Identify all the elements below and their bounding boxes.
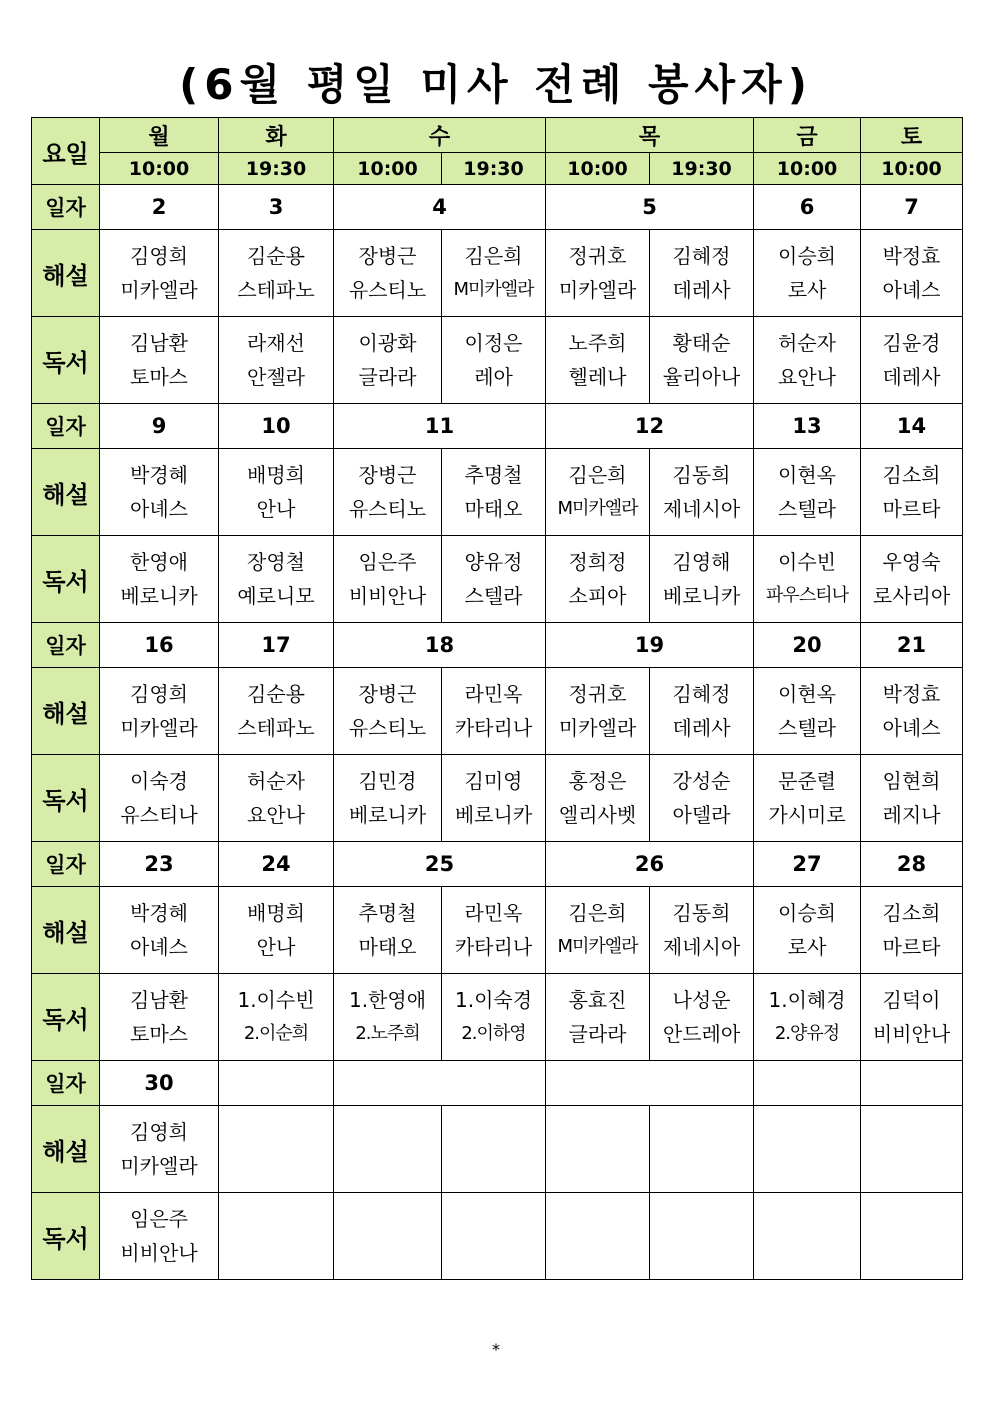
volunteer-saint-name: 비비안나 (120, 1241, 198, 1265)
date-cell: 25 (334, 842, 546, 887)
volunteer-cell (650, 536, 754, 623)
volunteer-cell (334, 974, 442, 1061)
volunteer-name: 김동희 (672, 463, 731, 487)
day-header-fri: 금 (754, 118, 861, 153)
volunteer-name: 나성운 (672, 988, 731, 1012)
volunteer-saint-name: 예로니모 (237, 584, 315, 608)
volunteer-saint-name: 헬레나 (568, 365, 627, 389)
volunteer-name: 추명철 (358, 901, 417, 925)
time-header: 10:00 (546, 153, 650, 185)
volunteer-saint-name: 안젤라 (247, 365, 305, 389)
date-label: 일자 (32, 623, 100, 668)
schedule-table (31, 117, 963, 1280)
volunteer-cell (442, 1106, 546, 1193)
reading-label: 독서 (32, 1193, 100, 1280)
volunteer-name: 이현옥 (778, 463, 837, 487)
volunteer-cell (334, 230, 442, 317)
volunteer-cell (861, 230, 963, 317)
day-header-sat: 토 (861, 118, 963, 153)
volunteer-cell (219, 1193, 334, 1280)
volunteer-saint-name: 미카엘라 (558, 278, 637, 302)
day-header-mon: 월 (100, 118, 219, 153)
date-label: 일자 (32, 185, 100, 230)
volunteer-saint-name: 요안나 (778, 365, 837, 389)
volunteer-saint-name: 마태오 (464, 497, 523, 521)
volunteer-saint-name: 마르타 (882, 935, 941, 959)
volunteer-cell (334, 317, 442, 404)
volunteer-cell (546, 317, 650, 404)
volunteer-saint-name: 미카엘라 (120, 278, 198, 302)
volunteer-name: 허순자 (778, 331, 837, 355)
date-cell: 27 (754, 842, 861, 887)
commentary-row (32, 668, 963, 755)
footer-mark: * (492, 1340, 500, 1359)
volunteer-saint-name: 로사 (787, 278, 827, 302)
volunteer-cell (100, 974, 219, 1061)
reading-row (32, 755, 963, 842)
commentary-label: 해설 (32, 449, 100, 536)
volunteer-cell (334, 449, 442, 536)
date-cell: 4 (334, 185, 546, 230)
volunteer-cell (861, 1106, 963, 1193)
volunteer-name: 이승희 (778, 901, 837, 925)
reading-row (32, 317, 963, 404)
date-cell: 28 (861, 842, 963, 887)
commentary-label: 해설 (32, 230, 100, 317)
volunteer-name: 김동희 (672, 901, 731, 925)
date-cell: 19 (546, 623, 754, 668)
date-cell: 24 (219, 842, 334, 887)
date-cell: 26 (546, 842, 754, 887)
volunteer-cell (100, 536, 219, 623)
volunteer-cell (546, 668, 650, 755)
volunteer-cell (100, 668, 219, 755)
volunteer-cell (546, 1106, 650, 1193)
volunteer-name: 노주희 (568, 331, 627, 355)
volunteer-saint-name: 아녜스 (130, 497, 188, 521)
volunteer-cell (754, 974, 861, 1061)
volunteer-saint-name: 데레사 (672, 716, 731, 740)
reading-label: 독서 (32, 974, 100, 1061)
volunteer-name: 배명희 (247, 901, 305, 925)
commentary-label: 해설 (32, 668, 100, 755)
date-cell (546, 1061, 754, 1106)
date-cell: 7 (861, 185, 963, 230)
volunteer-cell (442, 668, 546, 755)
volunteer-saint-name: M미카엘라 (557, 498, 638, 519)
volunteer-saint-name: 안나 (256, 497, 296, 521)
volunteer-saint-name: 베로니카 (662, 584, 741, 608)
volunteer-name: 김은희 (568, 901, 627, 925)
volunteer-saint-name: 비비안나 (348, 584, 427, 608)
date-row (32, 842, 963, 887)
volunteer-saint-name: 글라라 (568, 1022, 627, 1046)
volunteer-saint-name: 아녜스 (882, 278, 941, 302)
volunteer-saint-name: 아녜스 (130, 935, 188, 959)
volunteer-saint-name: 미카엘라 (120, 716, 198, 740)
volunteer-name: 김혜정 (672, 682, 731, 706)
volunteer-cell (334, 755, 442, 842)
volunteer-saint-name: 마태오 (358, 935, 417, 959)
volunteer-saint-name: 요안나 (247, 803, 305, 827)
volunteer-cell (754, 887, 861, 974)
volunteer-cell (861, 449, 963, 536)
volunteer-name: 이정은 (464, 331, 523, 355)
volunteer-cell (650, 1193, 754, 1280)
volunteer-saint-name: 베로니카 (348, 803, 427, 827)
volunteer-saint-name: M미카엘라 (557, 936, 638, 957)
volunteer-cell (219, 668, 334, 755)
commentary-row (32, 449, 963, 536)
volunteer-cell (650, 230, 754, 317)
volunteer-cell (442, 974, 546, 1061)
volunteer-cell (219, 887, 334, 974)
volunteer-name: 배명희 (247, 463, 305, 487)
volunteer-saint-name: 마르타 (882, 497, 941, 521)
volunteer-name: 임은주 (358, 550, 417, 574)
volunteer-cell (100, 755, 219, 842)
volunteer-name: 라재선 (247, 331, 305, 355)
commentary-row (32, 230, 963, 317)
volunteer-cell (100, 887, 219, 974)
date-cell: 23 (100, 842, 219, 887)
volunteer-cell (861, 887, 963, 974)
date-cell: 30 (100, 1061, 219, 1106)
volunteer-name: 정귀호 (568, 682, 627, 706)
time-header: 10:00 (754, 153, 861, 185)
volunteer-saint-name: 로사리아 (872, 584, 951, 608)
volunteer-name: 김혜정 (672, 244, 731, 268)
volunteer-saint-name: 베로니카 (120, 584, 198, 608)
volunteer-name: 양유정 (464, 550, 523, 574)
volunteer-name: 문준렬 (778, 769, 837, 793)
date-cell: 14 (861, 404, 963, 449)
volunteer-name: 홍정은 (568, 769, 627, 793)
volunteer-saint-name: 파우스티나 (766, 585, 848, 606)
volunteer-cell (334, 887, 442, 974)
volunteer-cell (754, 755, 861, 842)
volunteer-name: 김남환 (130, 331, 188, 355)
date-cell: 13 (754, 404, 861, 449)
volunteer-name: 이현옥 (778, 682, 837, 706)
volunteer-saint-name: 스텔라 (778, 716, 837, 740)
date-cell: 18 (334, 623, 546, 668)
volunteer-saint-name: 유스티나 (120, 803, 198, 827)
volunteer-name: 1.이혜경 (768, 988, 846, 1012)
volunteer-name: 박경혜 (130, 463, 188, 487)
volunteer-name: 라민옥 (464, 682, 523, 706)
volunteer-saint-name: 가시미로 (768, 803, 846, 827)
volunteer-name: 황태순 (672, 331, 731, 355)
volunteer-cell (861, 755, 963, 842)
reading-label: 독서 (32, 755, 100, 842)
volunteer-name: 라민옥 (464, 901, 523, 925)
volunteer-name: 김소희 (882, 901, 941, 925)
volunteer-name: 임현희 (882, 769, 941, 793)
volunteer-name: 장병근 (358, 682, 417, 706)
volunteer-name: 정희정 (568, 550, 627, 574)
volunteer-saint-name: 유스티노 (348, 278, 427, 302)
volunteer-saint-name: 유스티노 (348, 716, 427, 740)
volunteer-name: 강성순 (672, 769, 731, 793)
volunteer-saint-name: M미카엘라 (453, 279, 534, 300)
date-cell: 21 (861, 623, 963, 668)
volunteer-saint-name: 아녜스 (882, 716, 941, 740)
volunteer-cell (861, 317, 963, 404)
volunteer-saint-name: 미카엘라 (558, 716, 637, 740)
volunteer-cell (442, 449, 546, 536)
volunteer-cell (650, 755, 754, 842)
day-header-wed: 수 (334, 118, 546, 153)
date-cell: 17 (219, 623, 334, 668)
date-cell: 20 (754, 623, 861, 668)
volunteer-name: 김덕이 (882, 988, 941, 1012)
volunteer-saint-name: 유스티노 (348, 497, 427, 521)
volunteer-name: 1.이숙경 (454, 988, 533, 1012)
commentary-label: 해설 (32, 1106, 100, 1193)
reading-row (32, 536, 963, 623)
volunteer-saint-name: 토마스 (130, 365, 188, 389)
reading-row (32, 974, 963, 1061)
volunteer-cell (219, 974, 334, 1061)
volunteer-saint-name: 제네시아 (662, 935, 741, 959)
volunteer-saint-name: 안드레아 (662, 1022, 741, 1046)
volunteer-cell (100, 1106, 219, 1193)
reading-label: 독서 (32, 317, 100, 404)
volunteer-saint-name: 데레사 (672, 278, 731, 302)
date-cell (219, 1061, 334, 1106)
volunteer-name: 홍효진 (568, 988, 627, 1012)
time-header: 19:30 (650, 153, 754, 185)
volunteer-cell (546, 1193, 650, 1280)
volunteer-saint-name: 엘리사벳 (558, 803, 637, 827)
volunteer-cell (754, 1193, 861, 1280)
volunteer-name: 김남환 (130, 988, 188, 1012)
date-label: 일자 (32, 1061, 100, 1106)
commentary-row (32, 887, 963, 974)
volunteer-cell (650, 317, 754, 404)
volunteer-cell (442, 536, 546, 623)
volunteer-cell (754, 317, 861, 404)
volunteer-name: 김은희 (464, 244, 523, 268)
volunteer-saint-name: 율리아나 (662, 365, 741, 389)
volunteer-name: 정귀호 (568, 244, 627, 268)
volunteer-name: 임은주 (130, 1207, 188, 1231)
volunteer-name: 박정효 (882, 682, 941, 706)
volunteer-saint-name: 베로니카 (454, 803, 533, 827)
volunteer-cell (754, 449, 861, 536)
volunteer-name: 우영숙 (882, 550, 941, 574)
volunteer-cell (861, 536, 963, 623)
weekday-label: 요일 (32, 118, 100, 185)
volunteer-cell (334, 1106, 442, 1193)
volunteer-saint-name: 아델라 (672, 803, 731, 827)
volunteer-name: 이숙경 (130, 769, 188, 793)
date-cell: 6 (754, 185, 861, 230)
volunteer-name: 김윤경 (882, 331, 941, 355)
volunteer-saint-name: 글라라 (358, 365, 417, 389)
volunteer-name: 김영희 (130, 682, 188, 706)
time-header: 10:00 (334, 153, 442, 185)
volunteer-cell (650, 449, 754, 536)
volunteer-saint-name: 소피아 (568, 584, 627, 608)
volunteer-name: 장영철 (247, 550, 305, 574)
date-cell: 9 (100, 404, 219, 449)
date-cell (334, 1061, 546, 1106)
date-row (32, 185, 963, 230)
volunteer-name: 추명철 (464, 463, 523, 487)
volunteer-saint-name: 스테파노 (237, 716, 315, 740)
volunteer-name: 김순용 (247, 244, 305, 268)
volunteer-saint-name: 2.이순희 (243, 1023, 309, 1044)
volunteer-cell (861, 668, 963, 755)
volunteer-cell (546, 230, 650, 317)
volunteer-cell (754, 1106, 861, 1193)
volunteer-name: 한영애 (130, 550, 188, 574)
volunteer-saint-name: 토마스 (130, 1022, 188, 1046)
day-header-thu: 목 (546, 118, 754, 153)
volunteer-saint-name: 레지나 (882, 803, 941, 827)
volunteer-cell (442, 317, 546, 404)
date-cell: 12 (546, 404, 754, 449)
date-cell (754, 1061, 861, 1106)
volunteer-name: 김미영 (464, 769, 523, 793)
volunteer-name: 이승희 (778, 244, 837, 268)
volunteer-saint-name: 2.양유정 (774, 1023, 840, 1044)
volunteer-name: 박정효 (882, 244, 941, 268)
date-label: 일자 (32, 842, 100, 887)
volunteer-cell (754, 668, 861, 755)
volunteer-saint-name: 스테파노 (237, 278, 315, 302)
volunteer-saint-name: 스텔라 (464, 584, 523, 608)
volunteer-cell (442, 887, 546, 974)
volunteer-cell (861, 974, 963, 1061)
volunteer-cell (546, 887, 650, 974)
volunteer-cell (861, 1193, 963, 1280)
volunteer-saint-name: 안나 (256, 935, 296, 959)
time-header: 10:00 (861, 153, 963, 185)
volunteer-cell (100, 449, 219, 536)
volunteer-cell (650, 887, 754, 974)
day-header-tue: 화 (219, 118, 334, 153)
volunteer-cell (650, 668, 754, 755)
time-header: 19:30 (442, 153, 546, 185)
volunteer-cell (219, 230, 334, 317)
volunteer-name: 1.한영애 (348, 988, 427, 1012)
volunteer-saint-name: 2.노주희 (355, 1023, 420, 1044)
volunteer-name: 이수빈 (778, 550, 837, 574)
volunteer-saint-name: 2.이하영 (461, 1023, 526, 1044)
volunteer-cell (442, 1193, 546, 1280)
date-row (32, 1061, 963, 1106)
volunteer-cell (650, 1106, 754, 1193)
volunteer-saint-name: 미카엘라 (120, 1154, 198, 1178)
volunteer-cell (219, 317, 334, 404)
volunteer-name: 허순자 (247, 769, 305, 793)
date-cell: 11 (334, 404, 546, 449)
volunteer-cell (546, 974, 650, 1061)
volunteer-cell (100, 230, 219, 317)
volunteer-cell (754, 536, 861, 623)
volunteer-saint-name: 카타리나 (454, 716, 533, 740)
reading-label: 독서 (32, 536, 100, 623)
volunteer-name: 김순용 (247, 682, 305, 706)
time-header: 19:30 (219, 153, 334, 185)
volunteer-name: 박경혜 (130, 901, 188, 925)
volunteer-cell (334, 536, 442, 623)
commentary-label: 해설 (32, 887, 100, 974)
volunteer-saint-name: 데레사 (882, 365, 941, 389)
volunteer-cell (546, 536, 650, 623)
date-cell: 16 (100, 623, 219, 668)
date-cell: 2 (100, 185, 219, 230)
volunteer-saint-name: 스텔라 (778, 497, 837, 521)
volunteer-cell (219, 449, 334, 536)
volunteer-cell (100, 317, 219, 404)
volunteer-cell (650, 974, 754, 1061)
volunteer-name: 김영희 (130, 1120, 188, 1144)
date-row (32, 404, 963, 449)
volunteer-cell (546, 755, 650, 842)
time-header: 10:00 (100, 153, 219, 185)
date-label: 일자 (32, 404, 100, 449)
commentary-row (32, 1106, 963, 1193)
volunteer-cell (219, 755, 334, 842)
volunteer-name: 김민경 (358, 769, 417, 793)
date-cell (861, 1061, 963, 1106)
volunteer-name: 1.이수빈 (237, 988, 315, 1012)
reading-row (32, 1193, 963, 1280)
volunteer-cell (546, 449, 650, 536)
volunteer-cell (334, 668, 442, 755)
volunteer-name: 김은희 (568, 463, 627, 487)
volunteer-cell (754, 230, 861, 317)
page-title: (6월 평일 미사 전례 봉사자) (179, 60, 813, 109)
volunteer-cell (219, 536, 334, 623)
volunteer-saint-name: 비비안나 (872, 1022, 951, 1046)
volunteer-saint-name: 로사 (787, 935, 827, 959)
volunteer-cell (334, 1193, 442, 1280)
volunteer-cell (219, 1106, 334, 1193)
volunteer-saint-name: 제네시아 (662, 497, 741, 521)
volunteer-name: 장병근 (358, 244, 417, 268)
date-row (32, 623, 963, 668)
volunteer-cell (442, 230, 546, 317)
volunteer-name: 김영희 (130, 244, 188, 268)
volunteer-name: 김소희 (882, 463, 941, 487)
date-cell: 5 (546, 185, 754, 230)
volunteer-saint-name: 레아 (474, 365, 513, 389)
volunteer-cell (442, 755, 546, 842)
volunteer-name: 장병근 (358, 463, 417, 487)
volunteer-name: 김영해 (672, 550, 731, 574)
date-cell: 3 (219, 185, 334, 230)
volunteer-name: 이광화 (358, 331, 417, 355)
volunteer-saint-name: 카타리나 (454, 935, 533, 959)
volunteer-cell (100, 1193, 219, 1280)
date-cell: 10 (219, 404, 334, 449)
